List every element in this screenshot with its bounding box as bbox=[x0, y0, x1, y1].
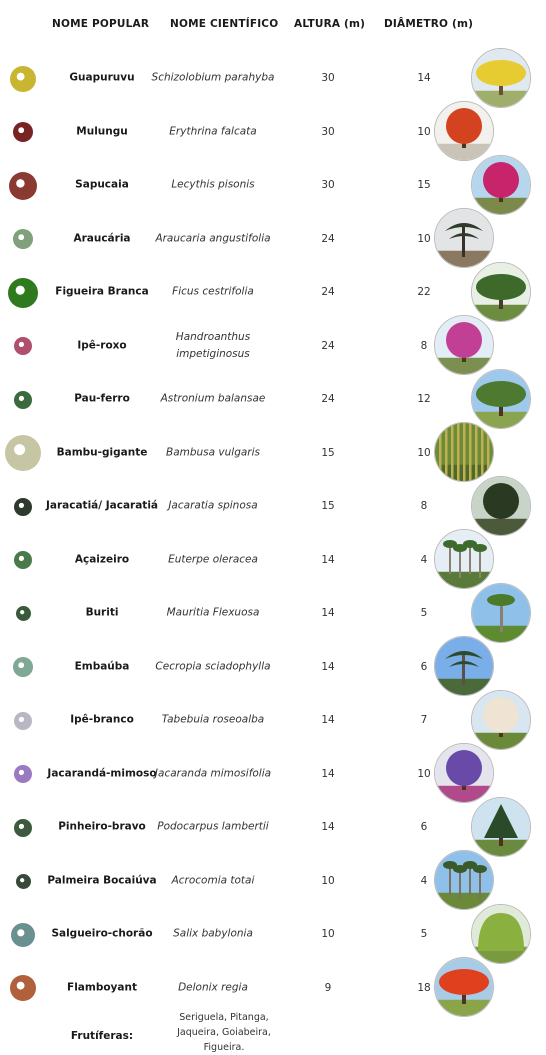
tree-plan-icon bbox=[14, 819, 32, 837]
tree-photo bbox=[471, 904, 531, 964]
tree-photo bbox=[471, 797, 531, 857]
tree-plan-icon bbox=[9, 172, 37, 200]
tree-plan-icon bbox=[14, 551, 32, 569]
table-row bbox=[0, 319, 546, 373]
popular-name: Jacarandá-mimoso bbox=[47, 767, 157, 779]
height-value: 9 bbox=[324, 981, 332, 994]
popular-name: Flamboyant bbox=[67, 981, 137, 993]
height-value: 14 bbox=[321, 767, 335, 780]
popular-name: Ipê-branco bbox=[70, 713, 134, 726]
scientific-name: Schizolobium parahyba bbox=[151, 71, 275, 84]
tree-photo bbox=[471, 369, 531, 429]
fruit-line-2: Jaqueira, Goiabeira, bbox=[177, 1027, 271, 1038]
tree-photo bbox=[471, 48, 531, 108]
scientific-name: Podocarpus lambertii bbox=[157, 820, 269, 833]
tree-plan-icon bbox=[11, 923, 35, 947]
diameter-value: 4 bbox=[420, 874, 428, 887]
table-row bbox=[0, 533, 546, 587]
scientific-name: Ficus cestrifolia bbox=[172, 285, 254, 298]
table-row bbox=[0, 212, 546, 266]
header-nome-popular: NOME POPULAR bbox=[52, 18, 150, 30]
diameter-value: 10 bbox=[417, 125, 431, 138]
scientific-name: Handroanthus impetiginosus bbox=[175, 330, 251, 360]
popular-name: Buriti bbox=[85, 606, 119, 619]
scientific-name: Jacaratia spinosa bbox=[168, 499, 258, 512]
popular-name: Palmeira Bocaiúva bbox=[47, 874, 157, 886]
header-altura: ALTURA (m) bbox=[294, 18, 366, 30]
popular-name: Jaracatiá/ Jacaratiá bbox=[45, 499, 159, 512]
table-row bbox=[0, 854, 546, 908]
tree-plan-icon bbox=[8, 278, 38, 308]
height-value: 15 bbox=[321, 446, 335, 459]
diameter-value: 22 bbox=[417, 286, 431, 298]
diameter-value: 12 bbox=[417, 393, 431, 405]
popular-name: Salgueiro-chorão bbox=[51, 927, 153, 940]
tree-photo bbox=[434, 315, 494, 375]
fruit-popular: Frutíferas: bbox=[70, 1030, 134, 1042]
diameter-value: 5 bbox=[420, 928, 428, 940]
popular-name: Mulungu bbox=[76, 125, 128, 137]
table-row bbox=[0, 693, 546, 747]
popular-name: Araucária bbox=[73, 232, 131, 244]
tree-photo bbox=[434, 636, 494, 696]
scientific-name: Jacaranda mimosifolia bbox=[154, 767, 272, 779]
tree-plan-icon bbox=[16, 874, 31, 889]
height-value: 10 bbox=[321, 928, 335, 940]
table-row bbox=[0, 907, 546, 961]
table-row bbox=[0, 158, 546, 212]
tree-photo bbox=[471, 155, 531, 215]
popular-name: Sapucaia bbox=[75, 178, 129, 191]
fruit-line-3: Figueira. bbox=[203, 1042, 245, 1053]
height-value: 15 bbox=[321, 500, 335, 512]
table-row bbox=[0, 426, 546, 480]
diameter-value: 5 bbox=[420, 607, 428, 619]
height-value: 24 bbox=[321, 393, 335, 405]
table-row bbox=[0, 640, 546, 694]
tree-photo bbox=[434, 743, 494, 803]
table-row bbox=[0, 586, 546, 640]
tree-photo bbox=[434, 422, 494, 482]
height-value: 24 bbox=[321, 286, 335, 298]
diameter-value: 18 bbox=[417, 981, 431, 994]
scientific-name: Araucaria angustifolia bbox=[155, 232, 271, 244]
header-nome-cientifico: NOME CIENTÍFICO bbox=[170, 18, 279, 30]
header-diametro: DIÂMETRO (m) bbox=[384, 18, 474, 30]
tree-photo bbox=[434, 529, 494, 589]
scientific-name: Astronium balansae bbox=[160, 392, 266, 405]
tree-photo bbox=[471, 583, 531, 643]
diameter-value: 10 bbox=[417, 232, 431, 245]
tree-photo bbox=[471, 690, 531, 750]
tree-plan-icon bbox=[14, 337, 32, 355]
table-row bbox=[0, 479, 546, 533]
diameter-value: 6 bbox=[420, 821, 428, 833]
tree-plan-icon bbox=[10, 975, 36, 1001]
tree-plan-icon bbox=[13, 122, 33, 142]
scientific-name: Lecythis pisonis bbox=[171, 178, 255, 191]
popular-name: Pinheiro-bravo bbox=[58, 820, 146, 833]
scientific-name: Erythrina falcata bbox=[169, 125, 257, 137]
tree-plan-icon bbox=[5, 435, 41, 471]
diameter-value: 4 bbox=[420, 553, 428, 566]
tree-photo bbox=[434, 850, 494, 910]
height-value: 14 bbox=[321, 821, 335, 833]
table-row bbox=[0, 51, 546, 105]
tree-plan-icon bbox=[14, 765, 32, 783]
diameter-value: 14 bbox=[417, 72, 431, 84]
tree-plan-icon bbox=[13, 229, 33, 249]
tree-plan-icon bbox=[16, 606, 31, 621]
popular-name: Embaúba bbox=[74, 660, 130, 672]
scientific-name: Mauritia Flexuosa bbox=[166, 606, 260, 619]
tree-plan-icon bbox=[14, 498, 32, 516]
tree-plan-icon bbox=[10, 66, 36, 92]
diameter-value: 6 bbox=[420, 660, 428, 673]
height-value: 10 bbox=[321, 874, 335, 887]
popular-name: Ipê-roxo bbox=[77, 339, 127, 351]
diameter-value: 8 bbox=[420, 500, 428, 512]
scientific-name: Euterpe oleracea bbox=[168, 553, 258, 565]
diameter-value: 7 bbox=[420, 714, 428, 726]
scientific-name: Acrocomia totai bbox=[171, 874, 255, 886]
table-row bbox=[0, 800, 546, 854]
height-value: 30 bbox=[321, 125, 335, 138]
popular-name: Açaizeiro bbox=[74, 553, 130, 565]
popular-name: Pau-ferro bbox=[74, 392, 130, 405]
height-value: 24 bbox=[321, 339, 335, 352]
table-row bbox=[0, 105, 546, 159]
tree-photo bbox=[434, 101, 494, 161]
popular-name: Figueira Branca bbox=[55, 285, 149, 298]
popular-name: Bambu-gigante bbox=[56, 446, 148, 458]
scientific-name: Tabebuia roseoalba bbox=[161, 713, 265, 726]
scientific-name: Delonix regia bbox=[178, 981, 248, 993]
tree-plan-icon bbox=[13, 657, 33, 677]
tree-photo bbox=[471, 476, 531, 536]
scientific-name: Bambusa vulgaris bbox=[165, 446, 261, 458]
height-value: 14 bbox=[321, 714, 335, 726]
scientific-name: Cecropia sciadophylla bbox=[155, 660, 271, 672]
table-row bbox=[0, 747, 546, 801]
diameter-value: 10 bbox=[417, 446, 431, 459]
height-value: 30 bbox=[321, 72, 335, 84]
fruit-list bbox=[170, 1010, 278, 1055]
popular-name: Guapuruvu bbox=[69, 71, 135, 84]
fruit-row bbox=[0, 1002, 546, 1051]
tree-plan-icon bbox=[14, 391, 32, 409]
table-row bbox=[0, 265, 546, 319]
table-row bbox=[0, 372, 546, 426]
scientific-name: Salix babylonia bbox=[173, 927, 253, 940]
tree-photo bbox=[471, 262, 531, 322]
height-value: 24 bbox=[321, 232, 335, 245]
diameter-value: 15 bbox=[417, 179, 431, 191]
height-value: 14 bbox=[321, 660, 335, 673]
diameter-value: 10 bbox=[417, 767, 431, 780]
tree-plan-icon bbox=[14, 712, 32, 730]
height-value: 14 bbox=[321, 607, 335, 619]
tree-photo bbox=[434, 208, 494, 268]
height-value: 30 bbox=[321, 179, 335, 191]
diameter-value: 8 bbox=[420, 339, 428, 352]
fruit-line-1: Seriguela, Pitanga, bbox=[179, 1012, 269, 1023]
height-value: 14 bbox=[321, 553, 335, 566]
